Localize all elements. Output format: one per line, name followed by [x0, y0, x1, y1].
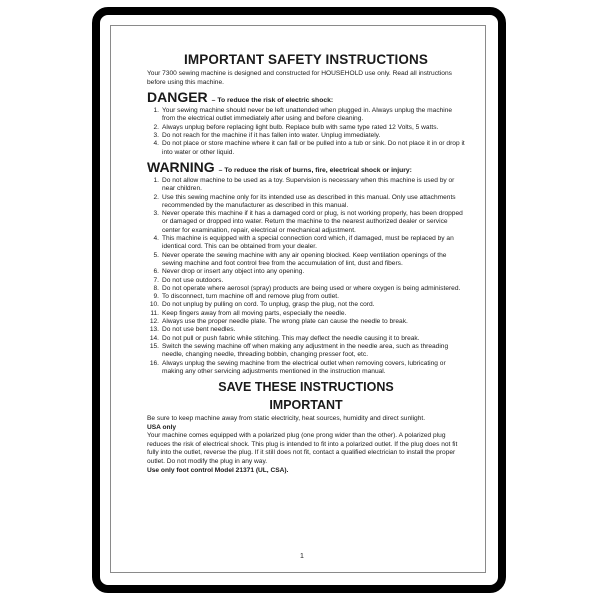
item-number: 4.	[153, 235, 159, 243]
page-title: IMPORTANT SAFETY INSTRUCTIONS	[184, 52, 428, 67]
item-text: Never drop or insert any object into any opening.	[162, 268, 305, 276]
item-number: 16.	[149, 359, 159, 367]
item-text: Do not use bent needles.	[162, 326, 236, 334]
item-number: 10.	[149, 301, 159, 309]
danger-header	[147, 90, 465, 105]
item-number: 12.	[149, 318, 159, 326]
item-text: Do not operate where aerosol (spray) products are being used or where oxygen is being administered.	[162, 284, 461, 292]
item-number: 6.	[153, 268, 159, 276]
warning-item	[147, 268, 465, 276]
warning-heading: WARNING	[147, 158, 215, 175]
item-text: Never operate the sewing machine with any air opening blocked. Keep ventilation openings of the sewing machine and foot control free from the accumulation of lint, dust and fibers.	[162, 251, 447, 267]
warning-item	[147, 252, 465, 269]
item-text: Do not reach for the machine if it has fallen into water. Unplug immediately.	[162, 132, 381, 140]
item-text: Your sewing machine should never be left unattended when plugged in. Always unplug the machine from the electrical outlet immediately after using and before cleaning.	[162, 107, 453, 123]
warning-header	[147, 160, 465, 175]
item-number: 15.	[149, 342, 159, 350]
danger-item	[147, 107, 465, 124]
item-number: 13.	[149, 326, 159, 334]
item-number: 2.	[153, 193, 159, 201]
item-text: Never operate this machine if it has a damaged cord or plug, is not working properly, has been dropped or damaged or dropped into water. Return the machine to the nearest authorized dealer or service center for examination, repair, electrical or mechanical adjustment.	[162, 210, 463, 234]
danger-item	[147, 124, 465, 132]
item-text: Do not pull or push fabric while stitching. This may deflect the needle causing it to break.	[162, 334, 420, 342]
warning-item	[147, 277, 465, 285]
item-number: 1.	[153, 107, 159, 115]
danger-item	[147, 132, 465, 140]
polarized-plug-text: Your machine comes equipped with a polarized plug (one prong wider than the other). A polarized plug reduces the risk of electrical shock. This plug is intended to fit into a polarized outlet. If the plug does not fit fully into the outlet, reverse the plug. If it still does not fit, contact a qualified electrician to install the proper outlet. Do not modify the plug in any way.	[147, 432, 458, 466]
important-heading: IMPORTANT	[269, 398, 343, 413]
item-text: Always unplug the sewing machine from the electrical outlet when removing covers, lubricating or making any other servicing adjustments mentioned in the instruction manual.	[162, 359, 446, 375]
usa-only-label: USA only	[147, 423, 177, 431]
item-number: 7.	[153, 276, 159, 284]
item-number: 2.	[153, 123, 159, 131]
warning-item	[147, 318, 465, 326]
warning-item	[147, 360, 465, 377]
item-number: 3.	[153, 210, 159, 218]
warning-item	[147, 210, 465, 235]
page-content	[147, 52, 465, 475]
save-instructions-heading: SAVE THESE INSTRUCTIONS	[218, 380, 394, 395]
warning-item	[147, 343, 465, 360]
danger-heading: DANGER	[147, 89, 208, 106]
item-text: To disconnect, turn machine off and remove plug from outlet.	[162, 293, 339, 301]
danger-subheading: – To reduce the risk of electric shock:	[211, 97, 334, 105]
item-text: Do not allow machine to be used as a toy. Supervision is necessary when this machine is used by or near children.	[162, 176, 455, 193]
item-number: 5.	[153, 251, 159, 259]
danger-item	[147, 140, 465, 157]
warning-item	[147, 177, 465, 194]
foot-control-note: Use only foot control Model 21371 (UL, CSA).	[147, 466, 289, 474]
warning-item	[147, 194, 465, 211]
item-text: Keep fingers away from all moving parts, especially the needle.	[162, 309, 347, 317]
item-number: 1.	[153, 176, 159, 184]
item-number: 3.	[153, 132, 159, 140]
warning-list	[147, 177, 465, 376]
warning-item	[147, 235, 465, 252]
item-number: 11.	[150, 309, 159, 317]
danger-list	[147, 107, 465, 157]
warning-item	[147, 301, 465, 309]
warning-item	[147, 326, 465, 334]
item-text: Always use the proper needle plate. The wrong plate can cause the needle to break.	[162, 318, 408, 326]
item-number: 8.	[153, 284, 159, 292]
item-text: Use this sewing machine only for its intended use as described in this manual. Only use attachments recommended by the manufacturer as described in this manual.	[162, 193, 456, 209]
item-number: 14.	[149, 334, 159, 342]
warning-item	[147, 293, 465, 301]
item-text: Do not place or store machine where it can fall or be pulled into a tub or sink. Do not place it in or drop it into water or other liquid.	[162, 140, 465, 156]
item-number: 9.	[153, 293, 159, 301]
item-number: 4.	[153, 140, 159, 148]
item-text: Switch the sewing machine off when making any adjustment in the needle area, such as threading needle, changing needle, threading bobbin, changing presser foot, etc.	[162, 342, 449, 359]
item-text: This machine is equipped with a special connection cord which, if damaged, must be replaced by an identical cord. This can be obtained from your dealer.	[162, 235, 454, 251]
page-number: 1	[300, 553, 304, 560]
intro-text: Your 7300 sewing machine is designed and constructed for HOUSEHOLD use only. Read all instructions before using this machine.	[147, 70, 452, 86]
warning-item	[147, 285, 465, 293]
item-text: Do not use outdoors.	[162, 276, 224, 284]
warning-subheading: – To reduce the risk of burns, fire, electrical shock or injury:	[218, 166, 412, 174]
keep-away-text: Be sure to keep machine away from static electricity, heat sources, humidity and direct sunlight.	[147, 415, 426, 423]
item-text: Always unplug before replacing light bulb. Replace bulb with same type rated 12 Volts, 5 watts.	[162, 123, 439, 131]
item-text: Do not unplug by pulling on cord. To unplug, grasp the plug, not the cord.	[162, 301, 375, 309]
warning-item	[147, 310, 465, 318]
warning-item	[147, 335, 465, 343]
